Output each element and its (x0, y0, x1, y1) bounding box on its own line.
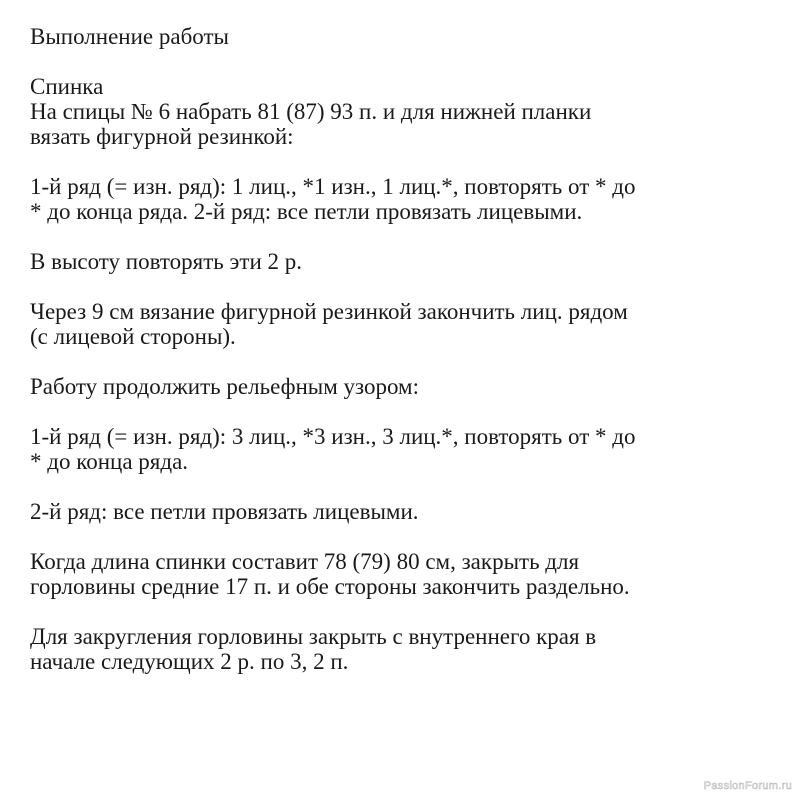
document-page (30, 24, 790, 674)
paragraph-line: 1-й ряд (= изн. ряд): 3 лиц., *3 изн., 3 лиц.*, повторять от * до (30, 424, 636, 449)
paragraph-line: * до конца ряда. (30, 449, 189, 474)
paragraph-line: На спицы № 6 набрать 81 (87) 93 п. и для нижней планки (30, 99, 592, 124)
paragraph-line: В высоту повторять эти 2 р. (30, 249, 303, 274)
paragraph-line: начале следующих 2 р. по 3, 2 п. (30, 649, 349, 674)
paragraph-line: Для закругления горловины закрыть с внутреннего края в (30, 624, 597, 649)
section-heading: Спинка (30, 74, 104, 99)
paragraph-line: Через 9 см вязание фигурной резинкой закончить лиц. рядом (30, 299, 628, 324)
watermark: PassionForum.ru (703, 780, 792, 792)
paragraph-line: (с лицевой стороны). (30, 324, 236, 349)
paragraph-line: Когда длина спинки составит 78 (79) 80 см, закрыть для (30, 549, 580, 574)
paragraph-line: 2-й ряд: все петли провязать лицевыми. (30, 499, 419, 524)
paragraph-line: * до конца ряда. 2-й ряд: все петли провязать лицевыми. (30, 199, 583, 224)
document-title: Выполнение работы (30, 24, 229, 49)
paragraph-line: 1-й ряд (= изн. ряд): 1 лиц., *1 изн., 1 лиц.*, повторять от * до (30, 174, 636, 199)
paragraph-line: вязать фигурной резинкой: (30, 124, 294, 149)
paragraph-line: Работу продолжить рельефным узором: (30, 374, 420, 399)
paragraph-line: горловины средние 17 п. и обе стороны закончить раздельно. (30, 574, 630, 599)
